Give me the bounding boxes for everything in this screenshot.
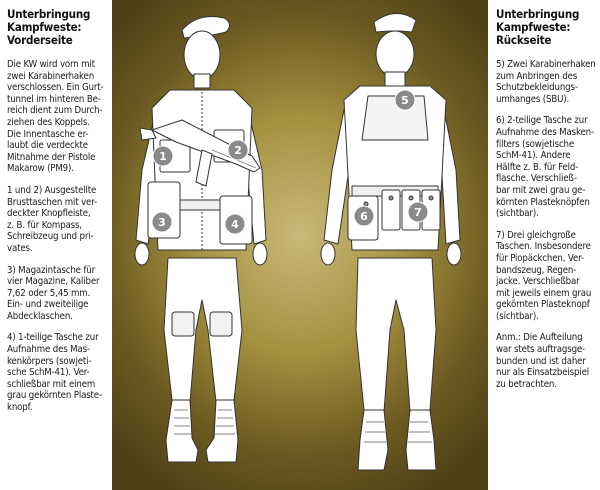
note-4-text: 4) 1-teilige Tasche zur Aufnahme des Mas- kenkörpers (sowjeti- sche SchM-41). Ver- schließbar mit einem grau gekörnten Plaste- knopf. bbox=[7, 332, 102, 414]
note-7-text: 7) Drei gleichgroße Taschen. Insbesondere für Piopäckchen, Ver- bandszeug, Regen- jacke. Verschließbar mit jeweils einem grau gekörnten Plasteknopf (sichtbar). bbox=[496, 229, 592, 322]
front-heading: Unterbringung Kampfweste: Vorderseite bbox=[7, 7, 91, 47]
marker-3 bbox=[152, 212, 172, 232]
marker-4-label: 4 bbox=[231, 218, 239, 231]
marker-5 bbox=[395, 90, 415, 110]
back-trousers bbox=[356, 258, 436, 412]
marker-6-label: 6 bbox=[360, 210, 368, 223]
note-5-text: 5) Zwei Karabinerhaken zum Anbringen des Schutzbekleidungs- umhanges (SBU). bbox=[496, 59, 596, 105]
note-6-text: 6) 2-teilige Tasche zur Aufnahme des Masken- filters (sowjetische SchM-41). Andere Hälfte z. B. für Feld- flasche. Verschließ- bar mit zwei grau ge- körnten Plasteknöpfen (sichtbar). bbox=[496, 115, 594, 220]
back-head bbox=[376, 31, 414, 77]
back-description-panel bbox=[488, 0, 600, 490]
front-intro-text: Die KW wird vorn mit zwei Karabinerhaken verschlossen. Ein Gurt- tunnel im hinteren Be- reich dient zum Durch- ziehen des Koppels. Die Innentasche er- laubt die verdeckte Mitnahme der Pistole Makarow (PM9). bbox=[7, 59, 104, 175]
back-left-boot bbox=[358, 410, 388, 470]
marker-1-label: 1 bbox=[159, 150, 167, 163]
front-left-boot bbox=[166, 400, 198, 462]
soldier-illustration bbox=[112, 0, 488, 490]
front-soldier-figure bbox=[135, 17, 267, 463]
marker-1 bbox=[153, 146, 173, 166]
marker-4 bbox=[225, 214, 245, 234]
remark-text: Anm.: Die Aufteilung war stets auftragsge- bunden und ist daher nur als Einsatzbeispiel zu betrachten. bbox=[496, 332, 590, 390]
marker-6 bbox=[354, 206, 374, 226]
front-right-boot bbox=[206, 400, 238, 462]
illustration-area bbox=[112, 0, 488, 490]
back-soldier-figure bbox=[321, 13, 461, 470]
front-description-panel bbox=[0, 0, 112, 490]
back-beret bbox=[374, 13, 416, 32]
note-1-2-text: 1 und 2) Ausgestellte Brusttaschen mit ver- deckter Knopfleiste, z. B. für Kompass, Schreibzeug und pri- vates. bbox=[7, 184, 97, 254]
note-3-text: 3) Magazintasche für vier Magazine, Kaliber 7,62 oder 5,45 mm. Ein- und zweiteilige Abdecklaschen. bbox=[7, 264, 100, 322]
marker-7 bbox=[408, 202, 428, 222]
marker-2 bbox=[228, 140, 248, 160]
front-head bbox=[184, 31, 220, 79]
marker-2-label: 2 bbox=[234, 144, 242, 157]
marker-5-label: 5 bbox=[401, 94, 409, 107]
marker-7-label: 7 bbox=[414, 206, 422, 219]
marker-3-label: 3 bbox=[158, 216, 166, 229]
back-heading: Unterbringung Kampfweste: Rückseite bbox=[496, 7, 580, 47]
back-right-boot bbox=[406, 410, 436, 470]
